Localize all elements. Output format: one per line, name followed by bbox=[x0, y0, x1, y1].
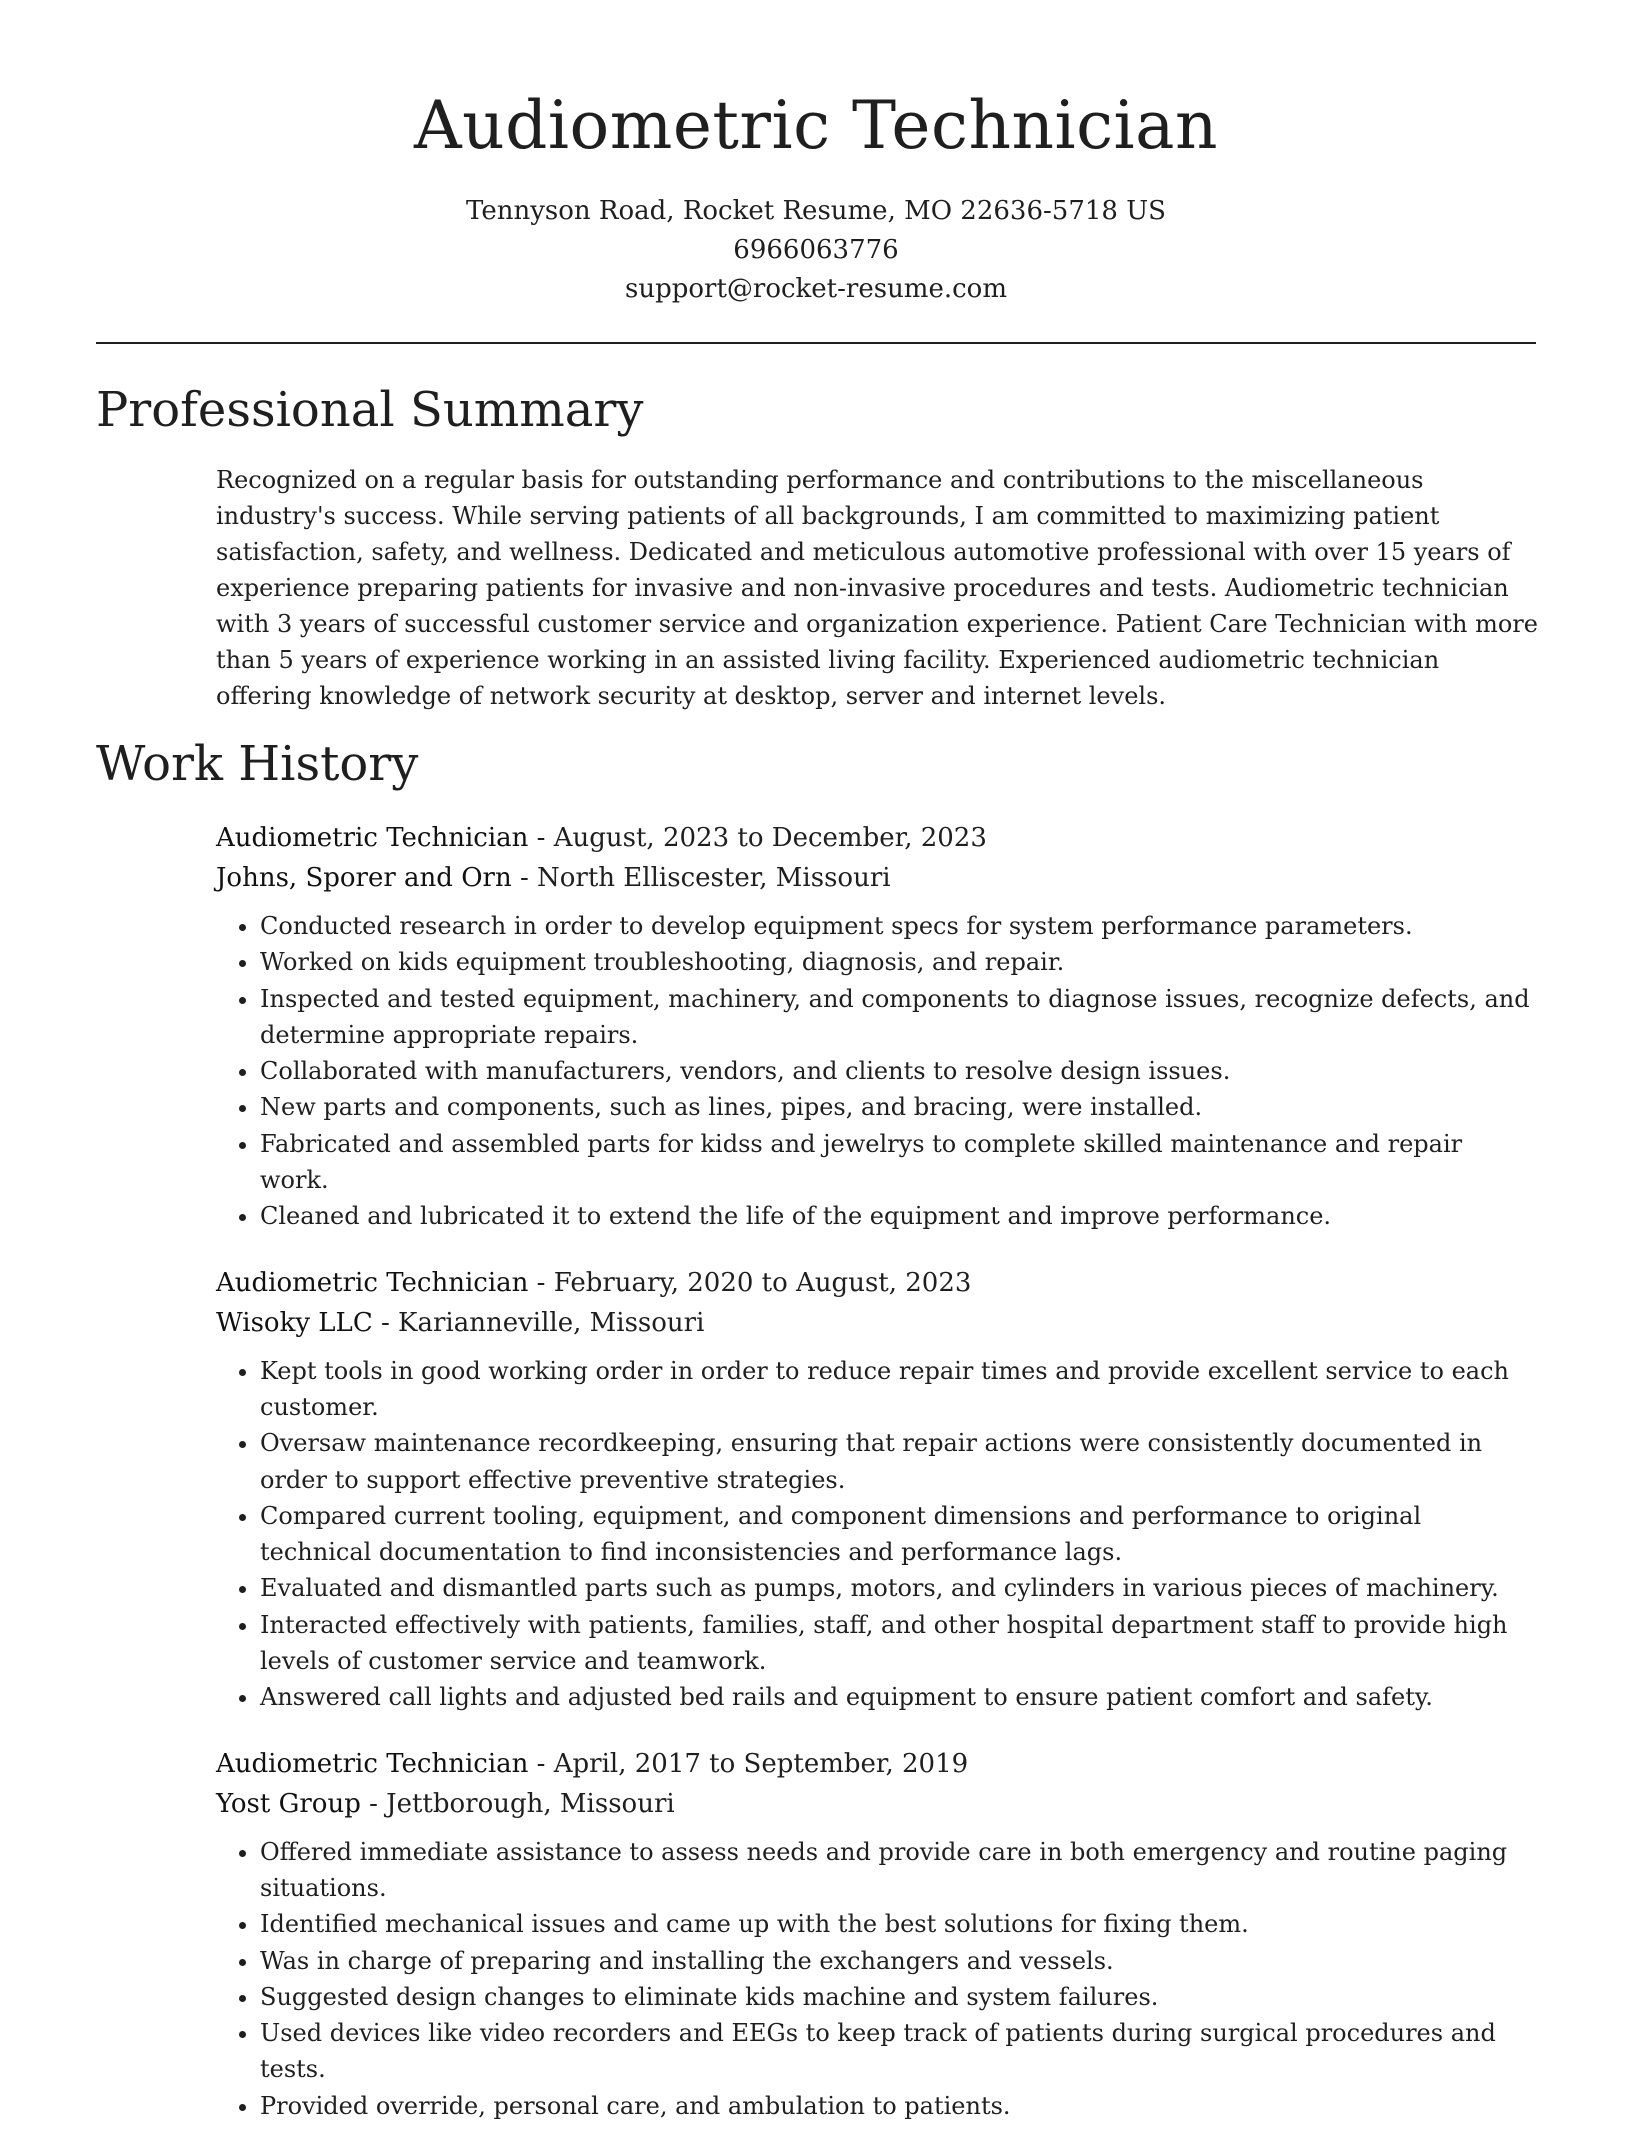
contact-info bbox=[0, 192, 1632, 309]
job-company-line bbox=[216, 858, 1538, 898]
job-company: Yost Group bbox=[216, 1788, 361, 1819]
bullet-item: • Suggested design changes to eliminate kids machine and system failures. bbox=[260, 1979, 1538, 2015]
bullet-item: • Interacted effectively with patients, families, staff, and other hospital department staff to provide high levels of customer service and teamwork. bbox=[260, 1607, 1538, 1680]
job-entry bbox=[216, 1263, 1538, 1716]
bullet-item: • Compared current tooling, equipment, and component dimensions and performance to original technical documentation to find inconsistencies and performance lags. bbox=[260, 1498, 1538, 1571]
bullet-item: • Oversaw maintenance recordkeeping, ensuring that repair actions were consistently documented in order to support effective preventive strategies. bbox=[260, 1425, 1538, 1498]
resume-header bbox=[0, 0, 1632, 309]
job-location: - Jettborough, Missouri bbox=[360, 1788, 675, 1819]
job-role: Audiometric Technician bbox=[216, 823, 529, 853]
bullet-item: • Answered call lights and adjusted bed rails and equipment to ensure patient comfort and safety. bbox=[260, 1679, 1538, 1715]
job-company: Johns, Sporer and Orn bbox=[216, 863, 512, 893]
job-title-line bbox=[216, 1744, 1538, 1784]
bullet-item: • Used devices like video recorders and EEGs to keep track of patients during surgical procedures and tests. bbox=[260, 2015, 1538, 2088]
bullet-item: • Kept tools in good working order in order to reduce repair times and provide excellent service to each customer. bbox=[260, 1353, 1538, 1426]
bullet-item: • Cleaned and lubricated it to extend the life of the equipment and improve performance. bbox=[260, 1198, 1538, 1234]
job-company-line bbox=[216, 1784, 1538, 1824]
bullet-item: • Collaborated with manufacturers, vendors, and clients to resolve design issues. bbox=[260, 1053, 1538, 1089]
phone: 6966063776 bbox=[733, 235, 899, 265]
bullet-item: • Inspected and tested equipment, machinery, and components to diagnose issues, recognize defects, and determine appropriate repairs. bbox=[260, 981, 1538, 1054]
job-role: Audiometric Technician bbox=[216, 1748, 529, 1779]
job-role: Audiometric Technician bbox=[216, 1267, 529, 1298]
job-title-line bbox=[216, 1263, 1538, 1303]
job-bullets bbox=[216, 1353, 1538, 1716]
job-location: - Karianneville, Missouri bbox=[372, 1307, 705, 1338]
bullet-item: • Conducted research in order to develop equipment specs for system performance parameters. bbox=[260, 908, 1538, 944]
job-dates: - April, 2017 to September, 2019 bbox=[528, 1748, 969, 1779]
bullet-item: • Was in charge of preparing and installing the exchangers and vessels. bbox=[260, 1943, 1538, 1979]
job-company-line bbox=[216, 1303, 1538, 1343]
bullet-item: • Provided override, personal care, and ambulation to patients. bbox=[260, 2088, 1538, 2124]
work-history-heading: Work History bbox=[96, 736, 419, 792]
job-company: Wisoky LLC bbox=[216, 1307, 373, 1338]
job-dates: - February, 2020 to August, 2023 bbox=[528, 1267, 972, 1298]
job-location: - North Elliscester, Missouri bbox=[511, 863, 891, 893]
bullet-item: • Identified mechanical issues and came up with the best solutions for fixing them. bbox=[260, 1906, 1538, 1942]
job-bullets bbox=[216, 1834, 1538, 2124]
email: support@rocket-resume.com bbox=[624, 274, 1007, 304]
candidate-name: Audiometric Technician bbox=[414, 87, 1218, 164]
work-history-list bbox=[216, 818, 1538, 2152]
job-bullets bbox=[216, 908, 1538, 1235]
bullet-item: • Fabricated and assembled parts for kidss and jewelrys to complete skilled maintenance and repair work. bbox=[260, 1126, 1538, 1199]
bullet-item: • Offered immediate assistance to assess needs and provide care in both emergency and routine paging situations. bbox=[260, 1834, 1538, 1907]
summary-text: Recognized on a regular basis for outstanding performance and contributions to the miscellaneous industry's success. While serving patients of all backgrounds, I am committed to maximizing patient satisfaction, safety, and wellness. Dedicated and meticulous automotive professional with over 15 years of experience preparing patients for invasive and non-invasive procedures and tests. Audiometric technician with 3 years of successful customer service and organization experience. Patient Care Technician with more than 5 years of experience working in an assisted living facility. Experienced audiometric technician offering knowledge of network security at desktop, server and internet levels. bbox=[216, 466, 1538, 710]
address: Tennyson Road, Rocket Resume, MO 22636-5718 US bbox=[466, 196, 1166, 226]
bullet-item: • Evaluated and dismantled parts such as pumps, motors, and cylinders in various pieces of machinery. bbox=[260, 1570, 1538, 1606]
job-entry bbox=[216, 1744, 1538, 2124]
job-title-line bbox=[216, 818, 1538, 858]
bullet-item: • Worked on kids equipment troubleshooting, diagnosis, and repair. bbox=[260, 944, 1538, 980]
job-dates: - August, 2023 to December, 2023 bbox=[528, 823, 987, 853]
bullet-item: • New parts and components, such as lines, pipes, and bracing, were installed. bbox=[260, 1089, 1538, 1125]
header-divider bbox=[96, 342, 1536, 344]
summary-heading: Professional Summary bbox=[96, 382, 644, 438]
job-entry bbox=[216, 818, 1538, 1235]
